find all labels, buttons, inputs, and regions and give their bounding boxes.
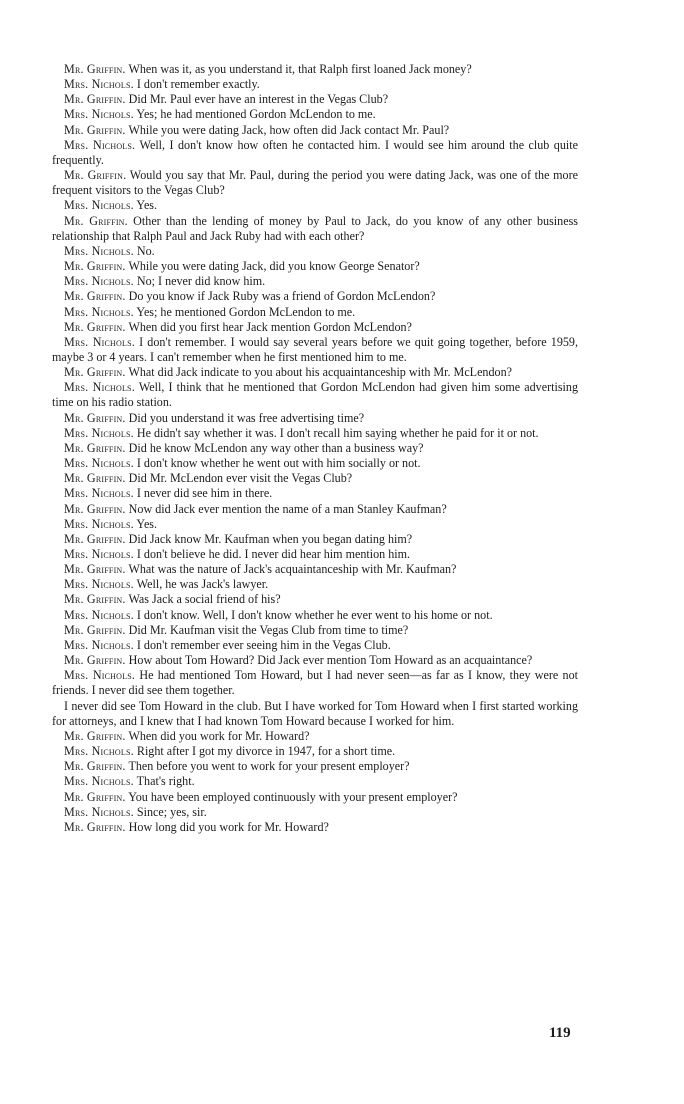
speaker-label: Mr. Griffin. bbox=[64, 728, 126, 743]
transcript-paragraph bbox=[52, 214, 578, 244]
paragraph-text: I don't remember. I would say several years before we quit going together, before 1959, maybe 3 or 4 years. I can't remember when he first mentioned him to me. bbox=[52, 334, 578, 364]
speaker-label: Mrs. Nichols. bbox=[64, 274, 134, 289]
paragraph-text: Yes; he mentioned Gordon McLendon to me. bbox=[136, 304, 356, 319]
speaker-label: Mr. Griffin. bbox=[64, 168, 127, 183]
transcript-paragraph bbox=[52, 259, 578, 274]
transcript-paragraph bbox=[52, 759, 578, 774]
speaker-label: Mr. Griffin. bbox=[64, 531, 126, 546]
transcript-paragraph bbox=[52, 486, 578, 501]
speaker-label: Mrs. Nichols. bbox=[64, 304, 134, 319]
transcript-paragraph bbox=[52, 107, 578, 122]
speaker-label: Mrs. Nichols. bbox=[64, 425, 134, 440]
transcript-paragraph bbox=[52, 820, 578, 835]
paragraph-text: While you were dating Jack, did you know George Senator? bbox=[128, 259, 420, 274]
speaker-label: Mr. Griffin. bbox=[64, 501, 126, 516]
transcript-paragraph bbox=[52, 471, 578, 486]
speaker-label: Mrs. Nichols. bbox=[64, 107, 134, 122]
transcript-paragraph bbox=[52, 456, 578, 471]
speaker-label: Mr. Griffin. bbox=[64, 319, 126, 334]
transcript-paragraph bbox=[52, 744, 578, 759]
speaker-label: Mr. Griffin. bbox=[64, 365, 126, 380]
transcript-paragraph bbox=[52, 592, 578, 607]
paragraph-text: I don't believe he did. I never did hear him mention him. bbox=[136, 547, 411, 561]
speaker-label: Mrs. Nichols. bbox=[64, 637, 134, 652]
speaker-label: Mr. Griffin. bbox=[64, 819, 126, 834]
speaker-label: Mr. Griffin. bbox=[64, 759, 126, 774]
transcript-paragraph bbox=[52, 411, 578, 426]
paragraph-text: Yes. bbox=[136, 198, 158, 213]
speaker-label: Mr. Griffin. bbox=[64, 653, 126, 668]
transcript-paragraph bbox=[52, 365, 578, 380]
transcript-paragraph bbox=[52, 274, 578, 289]
transcript-paragraph bbox=[52, 653, 578, 668]
paragraph-text: That's right. bbox=[136, 774, 195, 789]
speaker-label: Mr. Griffin. bbox=[64, 289, 126, 304]
transcript-paragraph bbox=[52, 790, 578, 805]
paragraph-text: What did Jack indicate to you about his acquaintanceship with Mr. McLendon? bbox=[128, 365, 512, 380]
paragraph-text: Would you say that Mr. Paul, during the period you were dating Jack, was one of the more frequent visitors to the Vegas Club? bbox=[52, 168, 578, 198]
transcript-paragraph bbox=[52, 805, 578, 820]
paragraph-text: Did Mr. Kaufman visit the Vegas Club from time to time? bbox=[128, 622, 409, 637]
speaker-label: Mr. Griffin. bbox=[64, 92, 126, 107]
paragraph-text: Yes. bbox=[136, 516, 158, 531]
paragraph-text: While you were dating Jack, how often did Jack contact Mr. Paul? bbox=[128, 122, 450, 137]
transcript-paragraph bbox=[52, 289, 578, 304]
transcript-paragraph bbox=[52, 623, 578, 638]
paragraph-text: Do you know if Jack Ruby was a friend of Gordon McLendon? bbox=[128, 289, 436, 304]
transcript-paragraph bbox=[52, 502, 578, 517]
transcript-paragraph bbox=[52, 77, 578, 92]
paragraph-text: Did Mr. Paul ever have an interest in the Vegas Club? bbox=[128, 92, 389, 107]
transcript-paragraph bbox=[52, 532, 578, 547]
paragraph-text: When did you first hear Jack mention Gordon McLendon? bbox=[128, 319, 412, 334]
paragraph-text: Did he know McLendon any way other than a business way? bbox=[128, 440, 424, 455]
speaker-label: Mrs. Nichols. bbox=[64, 774, 134, 789]
paragraph-text: What was the nature of Jack's acquaintanceship with Mr. Kaufman? bbox=[128, 562, 457, 577]
transcript-paragraph bbox=[52, 774, 578, 789]
speaker-label: Mrs. Nichols. bbox=[64, 744, 134, 759]
paragraph-text: I don't know. Well, I don't know whether he ever went to his home or not. bbox=[136, 607, 493, 622]
speaker-label: Mr. Griffin. bbox=[64, 562, 126, 577]
transcript-paragraph bbox=[52, 729, 578, 744]
paragraph-text: I never did see him in there. bbox=[136, 486, 273, 501]
paragraph-text: I never did see Tom Howard in the club. But I have worked for Tom Howard when I first started working for attorneys, and I knew that I had known Tom Howard because I worked for him. bbox=[52, 698, 578, 728]
transcript-paragraph bbox=[52, 562, 578, 577]
paragraph-text: Then before you went to work for your present employer? bbox=[128, 759, 410, 774]
speaker-label: Mrs. Nichols. bbox=[64, 804, 134, 819]
transcript-paragraph bbox=[52, 62, 578, 77]
paragraph-text: Was Jack a social friend of his? bbox=[128, 592, 281, 607]
paragraph-text: Well, I think that he mentioned that Gordon McLendon had given him some advertising time on his radio station. bbox=[52, 380, 578, 410]
speaker-label: Mrs. Nichols. bbox=[64, 380, 135, 395]
speaker-label: Mr. Griffin. bbox=[64, 622, 126, 637]
speaker-label: Mr. Griffin. bbox=[64, 259, 126, 274]
paragraph-text: I don't remember exactly. bbox=[136, 77, 260, 92]
speaker-label: Mrs. Nichols. bbox=[64, 668, 136, 683]
speaker-label: Mrs. Nichols. bbox=[64, 577, 134, 592]
speaker-label: Mrs. Nichols. bbox=[64, 243, 134, 258]
paragraph-text: Did Jack know Mr. Kaufman when you began dating him? bbox=[128, 531, 413, 546]
transcript-body bbox=[52, 62, 578, 835]
transcript-paragraph bbox=[52, 244, 578, 259]
paragraph-text: Did Mr. McLendon ever visit the Vegas Club? bbox=[128, 471, 353, 486]
transcript-paragraph bbox=[52, 168, 578, 198]
speaker-label: Mrs. Nichols. bbox=[64, 456, 134, 471]
speaker-label: Mrs. Nichols. bbox=[64, 77, 134, 92]
speaker-label: Mr. Griffin. bbox=[64, 410, 126, 425]
paragraph-text: Well, he was Jack's lawyer. bbox=[136, 577, 269, 592]
speaker-label: Mrs. Nichols. bbox=[64, 607, 134, 622]
page-number: 119 bbox=[549, 1025, 571, 1041]
transcript-paragraph bbox=[52, 638, 578, 653]
paragraph-text: No; I never did know him. bbox=[136, 274, 266, 289]
paragraph-text: How long did you work for Mr. Howard? bbox=[128, 819, 329, 834]
paragraph-text: Did you understand it was free advertising time? bbox=[128, 410, 365, 425]
speaker-label: Mr. Griffin. bbox=[64, 471, 126, 486]
speaker-label: Mrs. Nichols. bbox=[64, 137, 136, 152]
paragraph-text: He had mentioned Tom Howard, but I had never seen—as far as I know, they were not friends. I never did see them together. bbox=[52, 668, 578, 698]
transcript-paragraph bbox=[52, 577, 578, 592]
transcript-paragraph bbox=[52, 699, 578, 729]
paragraph-text: Now did Jack ever mention the name of a man Stanley Kaufman? bbox=[128, 501, 447, 516]
paragraph-text: Well, I don't know how often he contacted him. I would see him around the club quite frequently. bbox=[52, 137, 578, 167]
transcript-paragraph bbox=[52, 320, 578, 335]
transcript-paragraph bbox=[52, 138, 578, 168]
speaker-label: Mr. Griffin. bbox=[64, 122, 126, 137]
speaker-label: Mr. Griffin. bbox=[64, 440, 126, 455]
speaker-label: Mr. Griffin. bbox=[64, 592, 126, 607]
transcript-paragraph bbox=[52, 547, 578, 562]
paragraph-text: No. bbox=[136, 243, 155, 258]
transcript-paragraph bbox=[52, 92, 578, 107]
paragraph-text: Since; yes, sir. bbox=[136, 804, 207, 819]
transcript-paragraph bbox=[52, 380, 578, 410]
transcript-paragraph bbox=[52, 426, 578, 441]
transcript-paragraph bbox=[52, 441, 578, 456]
paragraph-text: I don't know whether he went out with him socially or not. bbox=[136, 456, 421, 471]
paragraph-text: He didn't say whether it was. I don't recall him saying whether he paid for it or not. bbox=[136, 425, 539, 440]
transcript-paragraph bbox=[52, 608, 578, 623]
speaker-label: Mr. Griffin. bbox=[64, 213, 128, 228]
paragraph-text: When did you work for Mr. Howard? bbox=[128, 728, 310, 743]
transcript-paragraph bbox=[52, 668, 578, 698]
speaker-label: Mrs. Nichols. bbox=[64, 516, 134, 531]
paragraph-text: Right after I got my divorce in 1947, for a short time. bbox=[136, 744, 396, 759]
paragraph-text: Other than the lending of money by Paul to Jack, do you know of any other business relationship that Ralph Paul and Jack Ruby had with each other? bbox=[52, 213, 578, 243]
speaker-label: Mr. Griffin. bbox=[64, 62, 126, 76]
transcript-paragraph bbox=[52, 198, 578, 213]
paragraph-text: When was it, as you understand it, that Ralph first loaned Jack money? bbox=[128, 62, 472, 76]
speaker-label: Mr. Griffin. bbox=[64, 789, 126, 804]
paragraph-text: How about Tom Howard? Did Jack ever mention Tom Howard as an acquaintance? bbox=[128, 653, 533, 668]
paragraph-text: You have been employed continuously with your present employer? bbox=[128, 789, 458, 804]
speaker-label: Mrs. Nichols. bbox=[64, 334, 135, 349]
paragraph-text: Yes; he had mentioned Gordon McLendon to me. bbox=[136, 107, 376, 122]
transcript-paragraph bbox=[52, 305, 578, 320]
transcript-paragraph bbox=[52, 335, 578, 365]
transcript-paragraph bbox=[52, 123, 578, 138]
transcript-paragraph bbox=[52, 517, 578, 532]
paragraph-text: I don't remember ever seeing him in the Vegas Club. bbox=[136, 637, 391, 652]
speaker-label: Mrs. Nichols. bbox=[64, 547, 134, 561]
speaker-label: Mrs. Nichols. bbox=[64, 198, 134, 213]
speaker-label: Mrs. Nichols. bbox=[64, 486, 134, 501]
